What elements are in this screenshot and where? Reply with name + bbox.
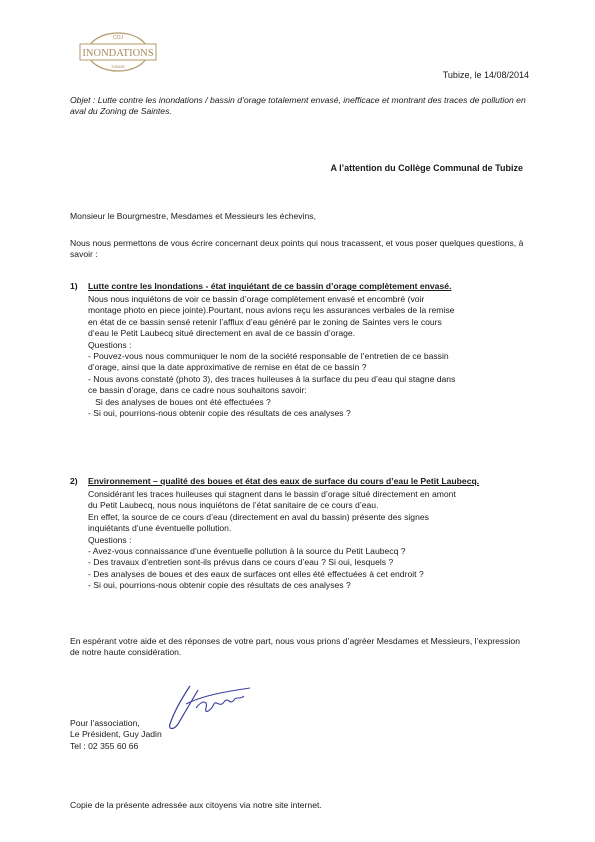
signature-scribble xyxy=(162,678,262,736)
logo-top-text: COJ xyxy=(113,35,123,41)
signature-phone: Tel : 02 355 60 66 xyxy=(70,740,139,751)
section-1-body xyxy=(88,294,528,419)
letter-date: Tubize, le 14/08/2014 xyxy=(442,70,529,80)
section-1-line: montage photo en piece jointe).Pourtant, nous avions reçu les assurances verbales de la remise xyxy=(88,305,455,316)
section-2-line: En effet, la source de ce cours d’eau (directement en aval du bassin) présente des signes xyxy=(88,511,429,522)
signature-association: Pour l’association, xyxy=(70,718,140,728)
section-2-title xyxy=(70,476,540,487)
section-2-line: Questions : xyxy=(88,534,132,545)
section-1-line: d’orage, ainsi que la date approximative de remise en état de ce bassin ? xyxy=(88,362,367,373)
section-1-line: d’eau le Petit Laubecq situé directement en aval de ce bassin d’orage. xyxy=(88,328,356,339)
section-2-title-text: Environnement – qualité des boues et état des eaux de surface du cours d’eau le Petit Laubecq. xyxy=(88,476,480,486)
letter-salutation: Monsieur le Bourgmestre, Mesdames et Messieurs les échevins, xyxy=(70,211,316,221)
section-2-line: - Des travaux d’entretien sont-ils prévus dans ce cours d’eau ? Si oui, lesquels ? xyxy=(88,557,394,568)
section-1-line: - Si oui, pourrions-nous obtenir copie des résultats de ces analyses ? xyxy=(88,408,351,419)
section-1-line: Nous nous inquiétons de voir ce bassin d’orage complètement envasé et encombré (voir xyxy=(88,294,425,304)
logo-emblem xyxy=(78,30,158,74)
section-1-line: Si des analyses de boues ont été effectuées ? xyxy=(88,396,271,407)
copy-note: Copie de la présente adressée aux citoyens via notre site internet. xyxy=(70,800,322,810)
section-2-line: inquiétants d’une éventuelle pollution. xyxy=(88,523,232,534)
section-2-line: - Avez-vous connaissance d’une éventuelle pollution à la source du Petit Laubecq ? xyxy=(88,546,406,557)
section-1-title xyxy=(70,281,540,292)
section-2-number: 2) xyxy=(70,476,78,486)
section-1-title-text: Lutte contre les Inondations - état inquiétant de ce bassin d’orage complètement envasé. xyxy=(88,281,452,291)
section-1-line: en état de ce bassin sensé retenir l’afflux d’eau généré par le zoning de Saintes vers le cours xyxy=(88,316,442,327)
logo-main-text: INONDATIONS xyxy=(82,48,154,59)
letter-closing: En espérant votre aide et des réponses de votre part, nous vous prions d’agréer Mesdames et Messieurs, l’expression de notre haute considération. xyxy=(70,636,520,658)
letter-recipient: A l’attention du Collège Communal de Tubize xyxy=(330,163,523,173)
inondations-logo xyxy=(78,30,158,74)
section-2-line: - Si oui, pourrions-nous obtenir copie des résultats de ces analyses ? xyxy=(88,580,351,591)
section-1-number: 1) xyxy=(70,281,78,291)
letter-intro: Nous nous permettons de vous écrire concernant deux points qui nous tracassent, et vous poser quelques questions, à savoir : xyxy=(70,238,524,260)
section-1-line: - Nous avons constaté (photo 3), des traces huileuses à la surface du peu d’eau qui stagne dans xyxy=(88,373,456,384)
signature-block xyxy=(70,718,162,752)
logo-bottom-text: TUBIZE xyxy=(110,64,126,69)
section-1-line: Questions : xyxy=(88,339,132,350)
section-2-line: Considérant les traces huileuses qui stagnent dans le bassin d’orage situé directement en amont xyxy=(88,489,456,499)
section-2-line: du Petit Laubecq, nous nous inquiétons de l’état sanitaire de ce cours d’eau. xyxy=(88,500,379,511)
section-1-line: ce bassin d’orage, dans ce cadre nous souhaitons savoir: xyxy=(88,385,307,396)
signature-president: Le Président, Guy Jadin xyxy=(70,729,162,740)
section-2-body xyxy=(88,489,528,592)
section-2-line: - Des analyses de boues et des eaux de surfaces ont elles été effectuées à cet endroit ? xyxy=(88,568,424,579)
letter-subject: Objet : Lutte contre les inondations / bassin d’orage totalement envasé, inefficace et montrant des traces de pollution en aval du Zoning de Saintes. xyxy=(70,95,526,117)
handwritten-signature xyxy=(162,678,262,736)
section-1-line: - Pouvez-vous nous communiquer le nom de la société responsable de l’entretien de ce bassin xyxy=(88,351,449,362)
